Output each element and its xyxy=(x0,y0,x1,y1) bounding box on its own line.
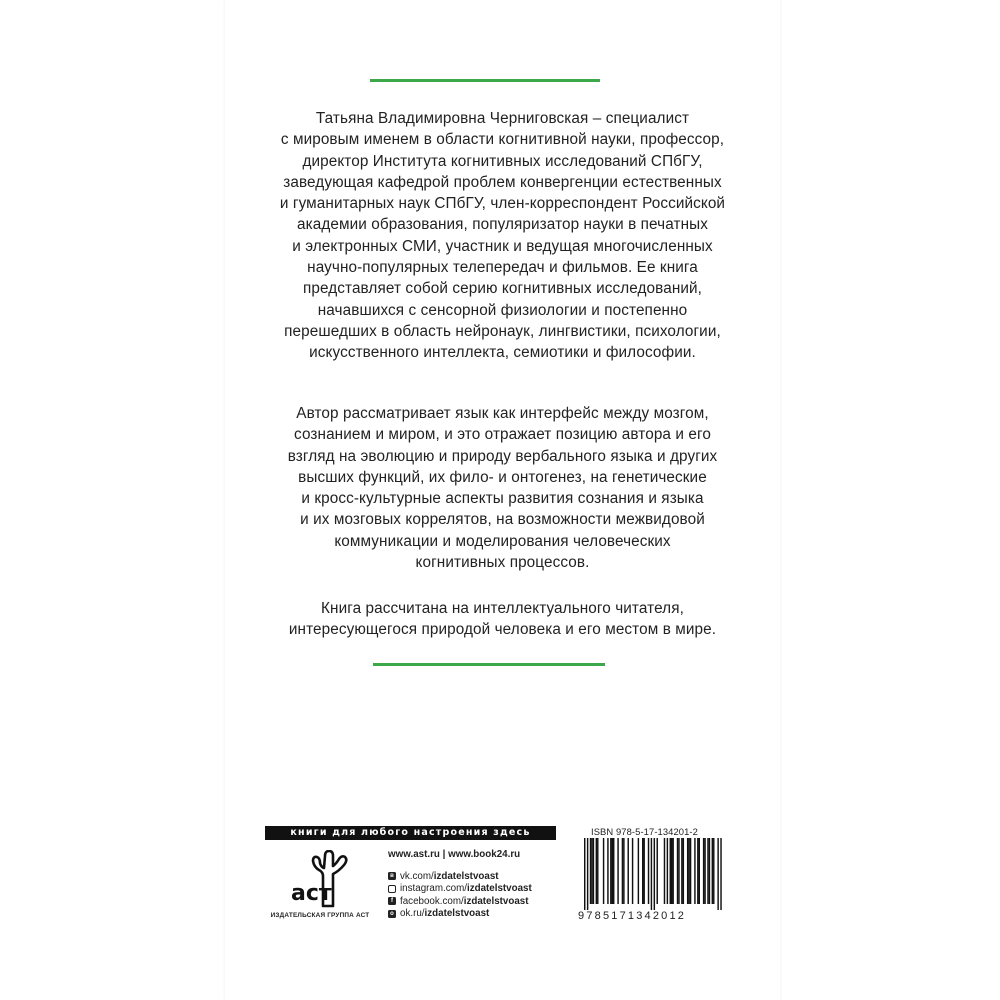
barcode-bar xyxy=(593,838,594,904)
barcode-bar xyxy=(687,838,688,904)
barcode-bar xyxy=(638,838,639,904)
text-line: сознанием и миром, и это отражает позицию автора и его xyxy=(294,426,711,444)
barcode-bar xyxy=(613,838,614,904)
social-link-vk[interactable] xyxy=(388,870,568,883)
social-handle: izdatelstvoast xyxy=(466,883,532,895)
text-line: интересующегося природой человека и его местом в мире. xyxy=(288,621,717,639)
text-line: академии образования, популяризатор науки в печатных xyxy=(297,216,708,234)
barcode-bar xyxy=(590,838,591,904)
text-line: и гуманитарных наук СПбГУ, член-корреспондент Российской xyxy=(279,195,726,213)
publisher-banner: книги для любого настроения здесь xyxy=(265,826,556,840)
barcode-digits: 9785171342012 xyxy=(578,910,687,922)
websites-link[interactable]: www.ast.ru | www.book24.ru xyxy=(388,849,521,860)
text-line: представляет собой серию когнитивных исследований, xyxy=(302,280,703,298)
isbn-barcode xyxy=(578,838,728,922)
social-prefix: facebook.com/ xyxy=(400,895,464,907)
text-line: Автор рассматривает язык как интерфейс между мозгом, xyxy=(296,405,709,422)
barcode-bar xyxy=(628,838,629,904)
publisher-logo-block xyxy=(265,848,375,928)
text-line: начавшихся с сенсорной физиологии и постепенно xyxy=(317,301,688,319)
barcode-bar xyxy=(677,838,678,904)
barcode-bar xyxy=(603,838,604,904)
barcode-bar xyxy=(670,838,671,904)
social-prefix: ok.ru/ xyxy=(400,908,425,920)
barcode-bar xyxy=(697,838,698,904)
author-bio-paragraph xyxy=(225,108,780,364)
social-link-instagram[interactable] xyxy=(388,883,568,896)
barcode-bar xyxy=(707,838,708,904)
barcode-bar xyxy=(648,838,649,904)
audience-paragraph xyxy=(225,598,780,641)
barcode-bar xyxy=(607,838,608,904)
text-line: Книга рассчитана на интеллектуального читателя, xyxy=(321,600,684,617)
text-line: искусственного интеллекта, семиотики и философии. xyxy=(309,344,696,362)
barcode-bar xyxy=(688,838,689,904)
barcode-bar xyxy=(681,838,682,904)
book-summary-paragraph xyxy=(225,403,780,573)
text-line: научно-популярных телепередач и фильмов. Ее книга xyxy=(307,259,698,277)
barcode-bar xyxy=(612,838,613,904)
barcode-bar xyxy=(671,838,672,904)
text-line: директор Института когнитивных исследований СПбГУ, xyxy=(302,152,703,170)
text-line: с мировым именем в области когнитивной науки, профессор, xyxy=(280,131,725,149)
barcode-bar xyxy=(717,838,718,910)
barcode-bar xyxy=(591,838,592,904)
text-line: перешедших в область нейронаук, лингвистики, психологии, xyxy=(284,322,721,340)
facebook-icon: f xyxy=(388,897,396,905)
publisher-caption: ИЗДАТЕЛЬСКАЯ ГРУППА АСТ xyxy=(270,912,370,919)
barcode-bar xyxy=(651,838,652,910)
barcode-bar xyxy=(623,838,624,904)
text-line: коммуникации и моделирования человеческих xyxy=(334,532,671,550)
text-line: и электронных СМИ, участник и ведущая многочисленных xyxy=(292,237,713,255)
barcode-bar xyxy=(713,838,714,904)
barcode-bar xyxy=(610,838,611,904)
publisher-links xyxy=(388,848,568,920)
barcode-bar xyxy=(703,838,704,904)
odnoklassniki-icon: о xyxy=(388,910,396,918)
barcode-bar xyxy=(704,838,705,904)
social-link-facebook[interactable] xyxy=(388,895,568,908)
barcode-bar xyxy=(678,838,679,904)
text-line: когнитивных процессов. xyxy=(415,554,590,572)
book-back-cover xyxy=(225,0,780,1000)
barcode-bar xyxy=(622,838,623,904)
barcode-bar xyxy=(694,838,695,904)
barcode-bar xyxy=(587,838,588,910)
text-line: высших функций, их фило- и онтогенез, на генетические xyxy=(298,468,707,486)
text-line: заведующая кафедрой проблем конвергенции естественных xyxy=(283,173,722,191)
barcode-icon xyxy=(578,838,728,910)
barcode-bar xyxy=(584,838,585,910)
text-line: и кросс-культурные аспекты развития сознания и языка xyxy=(301,490,704,508)
barcode-bar xyxy=(712,838,713,904)
text-line: и их мозговых коррелятов, на возможности межвидовой xyxy=(300,511,705,529)
isbn-label: ISBN 978-5-17-134201-2 xyxy=(591,826,698,837)
social-link-odnoklassniki[interactable] xyxy=(388,908,568,921)
social-prefix: vk.com/ xyxy=(400,870,434,882)
social-handle: izdatelstvoast xyxy=(433,870,499,882)
barcode-bar xyxy=(632,838,633,904)
barcode-bar xyxy=(699,838,700,904)
text-line: взгляд на эволюцию и природу вербального языка и других xyxy=(287,447,718,465)
barcode-bar xyxy=(720,838,721,910)
barcode-bar xyxy=(690,838,691,904)
social-handle: izdatelstvoast xyxy=(463,895,529,907)
social-handle: izdatelstvoast xyxy=(424,908,490,920)
barcode-bar xyxy=(664,838,665,904)
barcode-bar xyxy=(597,838,598,904)
barcode-bar xyxy=(683,838,684,904)
vk-icon: в xyxy=(388,872,396,880)
text-line: Татьяна Владимировна Черниговская – специалист xyxy=(315,110,690,127)
barcode-bar xyxy=(643,838,644,904)
bottom-green-rule xyxy=(373,663,605,666)
barcode-bar xyxy=(642,838,643,904)
barcode-bar xyxy=(617,838,618,904)
ast-logo-text: аст xyxy=(291,881,332,906)
barcode-bar xyxy=(657,838,658,904)
barcode-bar xyxy=(654,838,655,910)
barcode-bar xyxy=(709,838,710,904)
top-green-rule xyxy=(370,79,600,82)
barcode-bar xyxy=(596,838,597,904)
instagram-icon xyxy=(388,885,396,893)
ast-logo-icon xyxy=(289,850,351,908)
social-prefix: instagram.com/ xyxy=(400,883,467,895)
barcode-bar xyxy=(672,838,673,904)
barcode-bar xyxy=(667,838,668,904)
